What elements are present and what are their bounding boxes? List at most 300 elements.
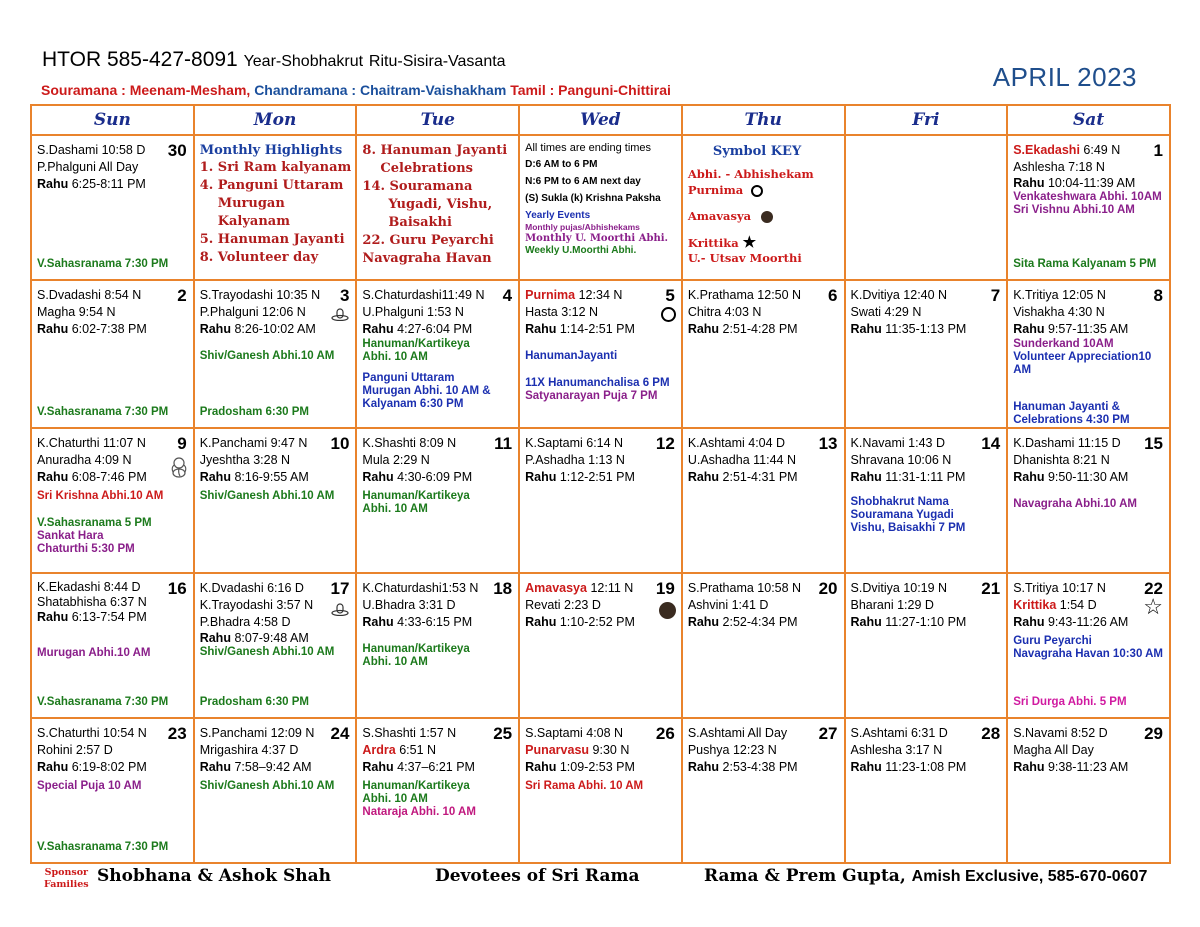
day-number: 24: [330, 724, 350, 743]
tithi: S.Dvadashi 8:54 N: [37, 288, 142, 302]
day-cell-19: [519, 573, 682, 718]
tithi: K.Dashami 11:15 D: [1013, 436, 1121, 450]
rahu-time: 6:25-8:11 PM: [71, 177, 146, 191]
sponsor-label-line1: Sponsor: [44, 867, 89, 878]
legend-line: Monthly U. Moorthi Abhi.: [525, 233, 669, 244]
nakshatra: Anuradha 4:09 N: [37, 453, 132, 467]
sponsor-2: Devotees of Sri Rama: [435, 866, 640, 886]
day-cell-22: [1007, 573, 1170, 718]
tithi: S.Chaturthi 10:54 N: [37, 726, 147, 740]
event: Souramana Yugadi: [850, 509, 954, 521]
event: Shiv/Ganesh Abhi.10 AM: [199, 490, 335, 502]
legend-line: All times are ending times: [525, 142, 652, 154]
event: Hanuman/Kartikeya: [362, 490, 470, 502]
rahu-time: 4:27-6:04 PM: [397, 322, 473, 336]
weekday-thu: Thu: [682, 105, 845, 135]
day-number: 26: [655, 724, 675, 743]
calendar-grid: [30, 104, 1171, 864]
weekday-header: [31, 105, 1170, 135]
nakshatra: Revati 2:23 D: [525, 598, 601, 612]
day-number: 20: [818, 579, 838, 598]
day-cell-30: [31, 135, 194, 280]
rahu-time: 2:52-4:34 PM: [722, 615, 798, 629]
event: Hanuman Jayanti &: [1013, 401, 1120, 413]
tithi-2: K.Trayodashi 3:57 N: [199, 598, 314, 612]
event: V.Sahasranama 7:30 PM: [37, 258, 169, 270]
day-number: 1: [1153, 141, 1163, 160]
rahu-time: 2:51-4:28 PM: [722, 322, 798, 336]
nakshatra: P.Phalguni 12:06 N: [199, 305, 306, 319]
tithi-name: Amavasya: [525, 581, 587, 595]
day-number: 22: [1144, 579, 1163, 598]
event: Shiv/Ganesh Abhi.10 AM: [199, 350, 335, 362]
event: Shiv/Ganesh Abhi.10 AM: [199, 780, 335, 792]
event: Murugan Abhi. 10 AM &: [362, 385, 491, 397]
weekday-sun: Sun: [31, 105, 194, 135]
symbol-amavasya-row: [688, 208, 840, 224]
empty-cell: [845, 135, 1008, 280]
highlight-item: 5. Hanuman Jayanti: [199, 232, 345, 247]
rahu-label: Rahu: [37, 470, 69, 484]
day-cell-26: [519, 718, 682, 863]
nakshatra: P.Bhadra 4:58 D: [199, 615, 291, 629]
day-cell-9: [31, 428, 194, 573]
nakshatra: P.Phalguni All Day: [37, 160, 139, 174]
day-number: 7: [990, 286, 1001, 305]
legend-line: N:6 PM to 6 AM next day: [525, 176, 641, 187]
day-number: 18: [493, 579, 513, 598]
event: Sri Vishnu Abhi.10 AM: [1013, 204, 1135, 216]
day-number: 13: [818, 434, 838, 453]
symbol-krittika-row: [688, 234, 840, 251]
event: Celebrations 4:30 PM: [1013, 414, 1130, 426]
tithi-name: Purnima: [525, 288, 576, 302]
symbol-purnima-row: [688, 182, 840, 198]
tithi: S.Tritiya 10:17 N: [1013, 581, 1106, 595]
event: Navagraha Havan 10:30 AM: [1013, 648, 1163, 660]
day-cell-15: [1007, 428, 1170, 573]
tithi: S.Dvitiya 10:19 N: [850, 581, 948, 595]
tithi: S.Dashami 10:58 D: [37, 143, 146, 157]
event: Hanuman/Kartikeya: [362, 780, 470, 792]
rahu-label: Rahu: [687, 470, 720, 484]
tithi: K.Saptami 6:14 N: [525, 436, 624, 450]
event: Sri Rama Abhi. 10 AM: [525, 780, 644, 792]
rahu-label: Rahu: [1013, 760, 1045, 774]
symbol-key-title: Symbol KEY: [712, 144, 802, 159]
legend-line: D:6 AM to 6 PM: [525, 159, 598, 170]
nakshatra: Shravana 10:06 N: [850, 453, 952, 467]
symbol-utsav: U.- Utsav Moorthi: [687, 251, 802, 265]
star-icon: ☆: [1143, 594, 1163, 619]
legend-line: Monthly pujas/Abhishekams: [525, 222, 640, 232]
rahu-time: 4:30-6:09 PM: [397, 470, 473, 484]
tithi: S.Navami 8:52 D: [1013, 726, 1108, 740]
ganesha-icon: [170, 456, 188, 483]
tithi: S.Chaturdashi11:49 N: [362, 288, 485, 302]
day-number: 29: [1144, 724, 1163, 743]
day-cell-2: [31, 280, 194, 428]
day-number: 14: [981, 434, 1001, 453]
day-cell-21: [845, 573, 1008, 718]
rahu-time: 8:26-10:02 AM: [234, 322, 316, 336]
nakshatra: Ashlesha 7:18 N: [1013, 160, 1105, 174]
nakshatra: Jyeshtha 3:28 N: [199, 453, 291, 467]
ritu: Ritu-Sisira-Vasanta: [368, 53, 506, 70]
day-cell-24: [194, 718, 357, 863]
rahu-label: Rahu: [362, 760, 394, 774]
tithi: S.Ashtami All Day: [687, 726, 788, 740]
rahu-label: Rahu: [362, 322, 394, 336]
highlight-item: 8. Hanuman Jayanti: [362, 143, 508, 158]
symbol-key-cell: [682, 135, 845, 280]
highlight-item: 8. Volunteer day: [199, 250, 319, 265]
day-number: 5: [665, 286, 675, 305]
nakshatra: U.Phalguni 1:53 N: [362, 305, 464, 319]
tithi: K.Prathama 12:50 N: [687, 288, 802, 302]
day-number: 23: [167, 724, 187, 743]
event: Hanuman/Kartikeya: [362, 643, 470, 655]
rahu-label: Rahu: [525, 322, 557, 336]
sponsor-label-line2: Families: [44, 879, 89, 890]
rahu-label: Rahu: [37, 177, 69, 191]
weekday-tue: Tue: [356, 105, 519, 135]
star-icon: ★: [742, 233, 757, 251]
nakshatra: P.Ashadha 1:13 N: [525, 453, 625, 467]
tamil-label: Tamil :: [510, 82, 555, 98]
event: V.Sahasranama 7:30 PM: [37, 696, 169, 708]
rahu-label: Rahu: [687, 322, 720, 336]
day-cell-17: [194, 573, 357, 718]
day-number: 21: [981, 579, 1001, 598]
rahu-label: Rahu: [525, 615, 557, 629]
sponsor-footer: [0, 864, 1200, 894]
highlights-cell: [194, 135, 357, 280]
tithi: S.Shashti 1:57 N: [362, 726, 457, 740]
event: 11X Hanumanchalisa 6 PM: [525, 377, 670, 389]
tithi-time: 12:11 N: [590, 581, 634, 595]
rahu-time: 6:08-7:46 PM: [71, 470, 147, 484]
event: Volunteer Appreciation10 AM: [1013, 351, 1152, 376]
rahu-time: 11:31-1:11 PM: [885, 470, 966, 484]
event: V.Sahasranama 5 PM: [37, 517, 152, 529]
month-title: APRIL 2023: [992, 62, 1137, 92]
event: Sita Rama Kalyanam 5 PM: [1013, 258, 1157, 270]
tithi: K.Ekadashi 8:44 D: [37, 580, 141, 594]
event: Satyanarayan Puja 7 PM: [525, 390, 658, 402]
legend-line: (S) Sukla (k) Krishna Paksha: [525, 193, 661, 204]
rahu-label: Rahu: [199, 760, 231, 774]
day-cell-4: [356, 280, 519, 428]
full-moon-icon: [751, 185, 763, 197]
day-cell-6: [682, 280, 845, 428]
event: V.Sahasranama 7:30 PM: [37, 406, 169, 418]
highlight-item: Celebrations: [380, 161, 473, 176]
week-row: [31, 718, 1170, 863]
weekday-sat: Sat: [1007, 105, 1170, 135]
nakshatra: Mula 2:29 N: [362, 453, 430, 467]
event: Shobhakrut Nama: [850, 496, 949, 508]
tithi-time: 12:34 N: [578, 288, 623, 302]
tithi: S.Prathama 10:58 N: [687, 581, 802, 595]
rahu-time: 9:38-11:23 AM: [1047, 760, 1129, 774]
nakshatra: Magha All Day: [1013, 743, 1094, 757]
legend-cell: [519, 135, 682, 280]
event: Abhi. 10 AM: [362, 351, 428, 363]
day-cell-16: [31, 573, 194, 718]
event: Sri Krishna Abhi.10 AM: [37, 490, 164, 502]
tithi: K.Chaturthi 11:07 N: [37, 436, 146, 450]
event: Vishu, Baisakhi 7 PM: [850, 522, 966, 534]
rahu-label: Rahu: [1013, 322, 1045, 336]
day-number: 4: [502, 286, 513, 305]
day-cell-29: [1007, 718, 1170, 863]
event: Murugan Abhi.10 AM: [37, 647, 151, 659]
rahu-time: 2:51-4:31 PM: [722, 470, 798, 484]
week-row: [31, 135, 1170, 280]
weekday-fri: Fri: [845, 105, 1008, 135]
day-number: 10: [330, 434, 350, 453]
day-number: 8: [1153, 286, 1163, 305]
rahu-label: Rahu: [362, 470, 394, 484]
tithi: K.Shashti 8:09 N: [362, 436, 457, 450]
chandramana-value: Chaitram-Vaishakham: [360, 82, 507, 98]
rahu-time: 2:53-4:38 PM: [722, 760, 798, 774]
event: Shiv/Ganesh Abhi.10 AM: [199, 646, 335, 658]
nakshatra: Shatabhisha 6:37 N: [37, 595, 147, 609]
week-row: [31, 573, 1170, 718]
nakshatra: Ashvini 1:41 D: [687, 598, 769, 612]
rahu-time: 1:14-2:51 PM: [559, 322, 635, 336]
nakshatra-name: Punarvasu: [525, 743, 590, 757]
nakshatra-name: Ardra: [362, 743, 396, 757]
shiva-lingam-icon: [331, 307, 349, 326]
rahu-label: Rahu: [687, 760, 720, 774]
full-moon-icon: [661, 307, 676, 322]
day-number: 9: [177, 434, 187, 453]
day-cell-23: [31, 718, 194, 863]
nakshatra-time: 9:30 N: [592, 743, 630, 757]
rahu-time: 8:07-9:48 AM: [234, 631, 309, 645]
day-cell-12: [519, 428, 682, 573]
event: Pradosham 6:30 PM: [199, 696, 309, 708]
event: Abhi. 10 AM: [362, 503, 428, 515]
year: Year-Shobhakrut: [243, 53, 364, 70]
day-number: 25: [493, 724, 513, 743]
nakshatra-time: 6:51 N: [399, 743, 437, 757]
event: Kalyanam 6:30 PM: [362, 398, 464, 410]
sponsor-3: [704, 866, 1147, 886]
rahu-time: 1:12-2:51 PM: [559, 470, 635, 484]
rahu-time: 11:35-1:13 PM: [885, 322, 967, 336]
rahu-label: Rahu: [1013, 176, 1045, 190]
rahu-label: Rahu: [37, 760, 69, 774]
event: Nataraja Abhi. 10 AM: [362, 806, 476, 818]
tithi: K.Tritiya 12:05 N: [1013, 288, 1106, 302]
tithi: K.Ashtami 4:04 D: [687, 436, 786, 450]
day-number: 3: [339, 286, 350, 305]
tamil-value: Panguni-Chittirai: [558, 82, 671, 98]
nakshatra: U.Ashadha 11:44 N: [687, 453, 796, 467]
tithi: S.Saptami 4:08 N: [525, 726, 624, 740]
day-number: 12: [655, 434, 675, 453]
day-cell-1: [1007, 135, 1170, 280]
rahu-time: 6:13-7:54 PM: [71, 610, 147, 624]
tithi: S.Trayodashi 10:35 N: [199, 288, 321, 302]
tithi: K.Dvadashi 6:16 D: [199, 581, 304, 595]
day-number: 11: [494, 434, 513, 453]
event: V.Sahasranama 7:30 PM: [37, 841, 169, 853]
day-number: 16: [167, 579, 187, 598]
event: Panguni Uttaram: [362, 372, 455, 384]
tithi: S.Ashtami 6:31 D: [850, 726, 948, 740]
highlights-title: Monthly Highlights: [199, 143, 343, 158]
day-number: 17: [330, 579, 350, 598]
day-cell-18: [356, 573, 519, 718]
highlight-item: 1. Sri Ram kalyanam: [199, 160, 352, 175]
nakshatra: U.Bhadra 3:31 D: [362, 598, 456, 612]
event: Abhi. 10 AM: [362, 793, 428, 805]
weekday-mon: Mon: [194, 105, 357, 135]
sauramana-label: Souramana :: [41, 82, 126, 98]
day-number: 19: [655, 579, 675, 598]
rahu-time: 6:19-8:02 PM: [71, 760, 147, 774]
sponsor-1: Shobhana & Ashok Shah: [97, 866, 331, 886]
symbol-abhi: Abhi. - Abhishekam: [687, 167, 814, 181]
day-cell-14: [845, 428, 1008, 573]
rahu-time: 7:58–9:42 AM: [234, 760, 312, 774]
day-cell-3: [194, 280, 357, 428]
rahu-time: 1:10-2:52 PM: [559, 615, 635, 629]
nakshatra: Dhanishta 8:21 N: [1013, 453, 1110, 467]
highlight-item: Murugan Kalyanam: [217, 196, 290, 229]
sponsor-label: [44, 867, 89, 891]
day-number: 27: [818, 724, 838, 743]
week-row: [31, 280, 1170, 428]
nakshatra: Magha 9:54 N: [37, 305, 116, 319]
nakshatra: Ashlesha 3:17 N: [850, 743, 943, 757]
event: Chaturthi 5:30 PM: [37, 543, 135, 555]
sponsor-3-business: Amish Exclusive, 585-670-0607: [911, 868, 1148, 885]
rahu: [37, 176, 189, 193]
day-cell-5: [519, 280, 682, 428]
rahu-time: 4:37–6:21 PM: [397, 760, 475, 774]
event: Venkateshwara Abhi. 10AM: [1013, 191, 1162, 203]
event: HanumanJayanti: [525, 350, 618, 362]
day-number: 28: [981, 724, 1001, 743]
rahu-label: Rahu: [850, 615, 882, 629]
event: Special Puja 10 AM: [37, 780, 142, 792]
tithi: S.Panchami 12:09 N: [199, 726, 315, 740]
day-cell-20: [682, 573, 845, 718]
day-cell-28: [845, 718, 1008, 863]
rahu-label: Rahu: [37, 610, 69, 624]
nakshatra: Hasta 3:12 N: [525, 305, 599, 319]
week-row: [31, 428, 1170, 573]
tithi: K.Dvitiya 12:40 N: [850, 288, 948, 302]
rahu-time: 4:33-6:15 PM: [397, 615, 473, 629]
event: Sunderkand 10AM: [1013, 338, 1114, 350]
rahu-time: 11:23-1:08 PM: [885, 760, 967, 774]
highlight-item: Navagraha Havan: [362, 251, 492, 266]
nakshatra: Rohini 2:57 D: [37, 743, 113, 757]
day-cell-13: [682, 428, 845, 573]
day-number: 30: [167, 141, 187, 160]
new-moon-icon: [761, 211, 773, 223]
symbol-amavasya: Amavasya: [687, 209, 752, 223]
highlight-item: 14. Souramana: [362, 179, 473, 194]
event: Abhi. 10 AM: [362, 656, 428, 668]
day-cell-8: [1007, 280, 1170, 428]
weekday-wed: Wed: [519, 105, 682, 135]
rahu-label: Rahu: [199, 631, 231, 645]
sponsor-3-name: Rama & Prem Gupta,: [704, 866, 906, 886]
rahu-label: Rahu: [525, 760, 557, 774]
nakshatra-time: 1:54 D: [1059, 598, 1097, 612]
highlight-item: 22. Guru Peyarchi: [362, 233, 494, 248]
sauramana-value: Meenam-Mesham,: [129, 82, 251, 98]
tithi-time: 6:49 N: [1083, 143, 1121, 157]
rahu-label: Rahu: [687, 615, 720, 629]
symbol-krittika: Krittika: [687, 236, 739, 250]
event: Sri Durga Abhi. 5 PM: [1013, 696, 1127, 708]
rahu-label: Rahu: [850, 760, 882, 774]
day-cell-10: [194, 428, 357, 573]
rahu-label: Rahu: [525, 470, 557, 484]
calendar-systems: [41, 82, 671, 98]
rahu-time: 10:04-11:39 AM: [1047, 176, 1136, 190]
phone: HTOR 585-427-8091: [42, 48, 238, 71]
highlight-item: Baisakhi: [388, 215, 452, 230]
rahu-label: Rahu: [362, 615, 394, 629]
event: Pradosham 6:30 PM: [199, 406, 309, 418]
nakshatra: Pushya 12:23 N: [687, 743, 777, 757]
nakshatra: Swati 4:29 N: [850, 305, 922, 319]
rahu-time: 9:43-11:26 AM: [1047, 615, 1129, 629]
highlights-cell-2: [356, 135, 519, 280]
nakshatra: Vishakha 4:30 N: [1013, 305, 1105, 319]
rahu-label: Rahu: [850, 322, 882, 336]
rahu-label: Rahu: [199, 470, 231, 484]
tithi: K.Chaturdashi1:53 N: [362, 581, 479, 595]
day-number: 15: [1144, 434, 1163, 453]
symbol-purnima: Purnima: [687, 183, 744, 197]
rahu-time: 8:16-9:55 AM: [234, 470, 309, 484]
highlight-item: Yugadi, Vishu,: [388, 197, 493, 212]
rahu-label: Rahu: [1013, 615, 1045, 629]
event: Navagraha Abhi.10 AM: [1013, 498, 1137, 510]
rahu-label: Rahu: [1013, 470, 1045, 484]
highlight-item: 4. Panguni Uttaram: [199, 178, 344, 193]
day-number: 6: [828, 286, 838, 305]
legend-line: Yearly Events: [525, 210, 591, 221]
new-moon-icon: [659, 602, 676, 619]
rahu-label: Rahu: [850, 470, 882, 484]
rahu-time: 11:27-1:10 PM: [885, 615, 967, 629]
header-line: [42, 48, 506, 72]
day-number: 2: [177, 286, 187, 305]
tithi: K.Panchami 9:47 N: [199, 436, 308, 450]
day-cell-7: [845, 280, 1008, 428]
tithi-name: S.Ekadashi: [1013, 143, 1080, 157]
shiva-lingam-icon: [331, 602, 349, 621]
rahu-time: 9:57-11:35 AM: [1047, 322, 1129, 336]
day-cell-27: [682, 718, 845, 863]
nakshatra: Mrigashira 4:37 D: [199, 743, 299, 757]
event: Sankat Hara: [37, 530, 104, 542]
rahu-time: 9:50-11:30 AM: [1047, 470, 1129, 484]
rahu-label: Rahu: [37, 322, 69, 336]
